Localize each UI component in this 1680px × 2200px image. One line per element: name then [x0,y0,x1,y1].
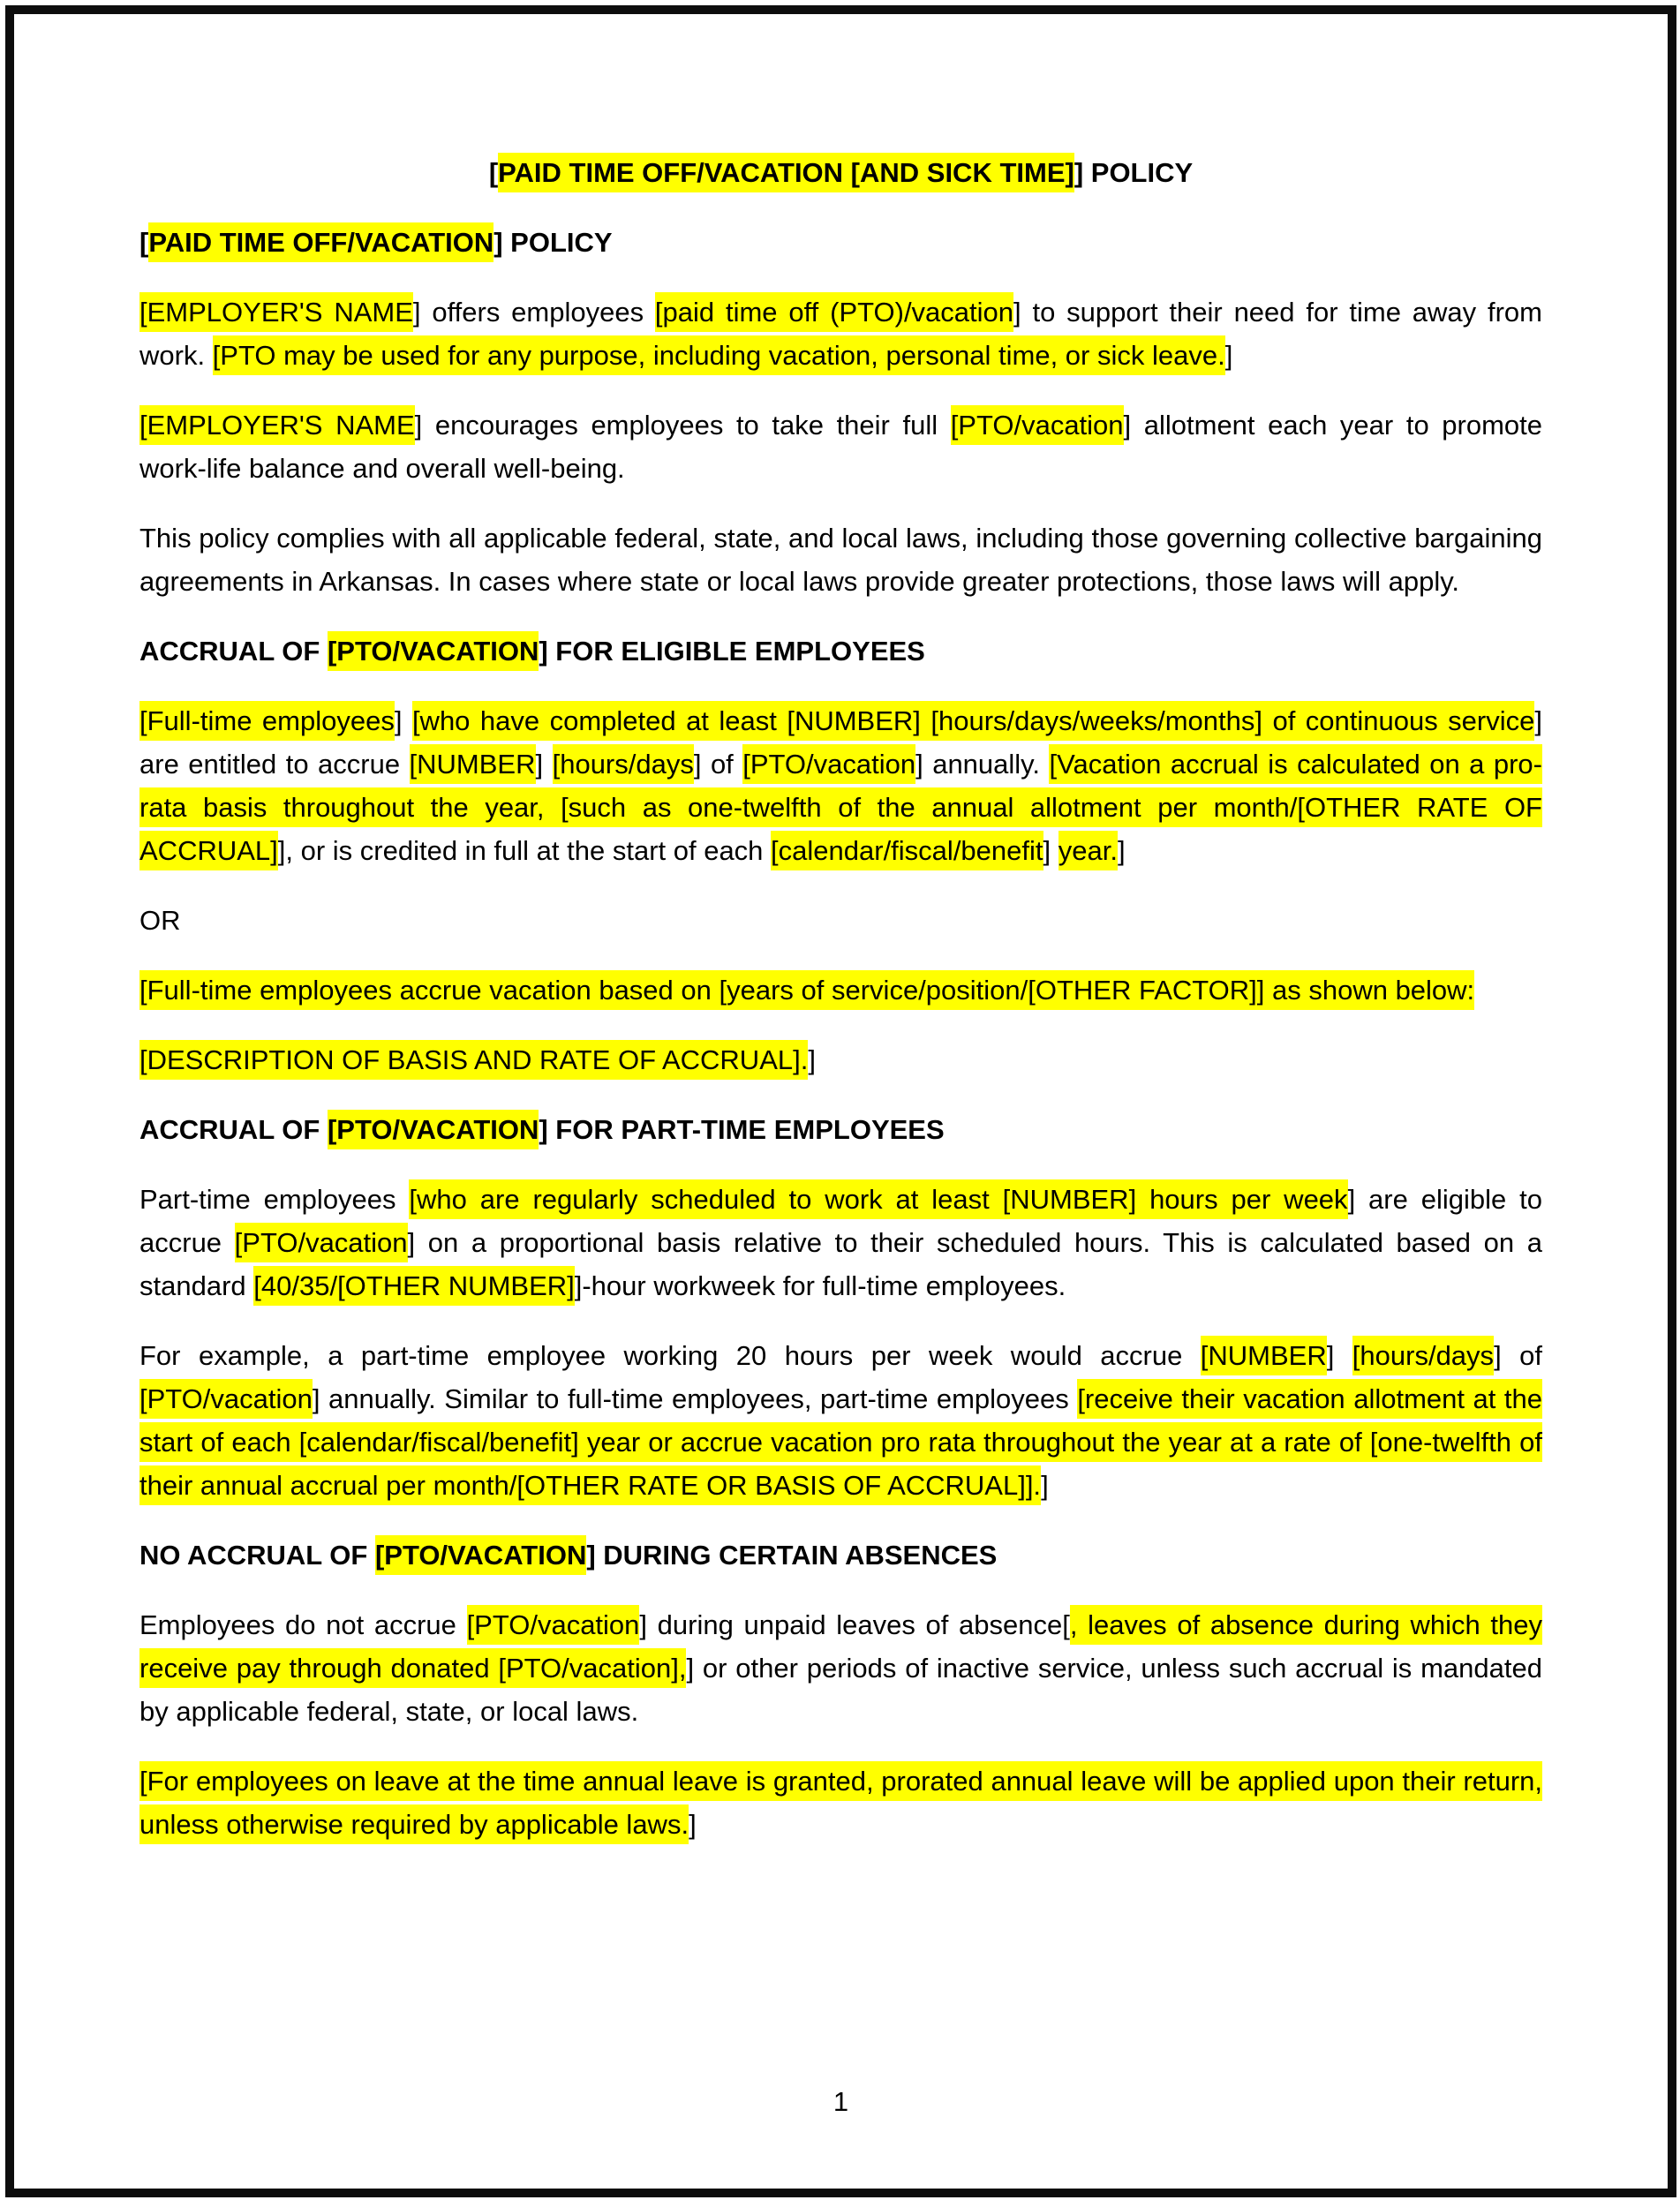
text-run: ] to support their need for time away from work. [139,297,1543,371]
highlighted-placeholder: [PTO/vacation [951,405,1124,445]
paragraph [139,290,1542,377]
highlighted-placeholder: [paid time off (PTO)/vacation [655,292,1013,332]
highlighted-placeholder: [For employees on leave at the time annual leave is granted, prorated annual leave will be applied upon their return, unless otherwise required by applicable laws. [139,1761,1542,1844]
text-run: ] [1041,1470,1049,1501]
paragraph [139,1334,1542,1507]
text-run: NO ACCRUAL OF [139,1540,375,1571]
highlighted-placeholder: [PTO may be used for any purpose, including vacation, personal time, or sick leave. [213,335,1225,375]
text-run: ] or other periods of inactive service, unless such accrual is mandated by applicable federal, state, or local laws. [139,1653,1542,1727]
highlighted-placeholder: [PTO/vacation [742,744,915,784]
text-run: ] [1326,1340,1352,1371]
document-body [139,221,1542,1846]
highlighted-placeholder: [NUMBER [1201,1336,1327,1375]
document-title [139,151,1542,194]
highlighted-placeholder: [who have completed at least [NUMBER] [hours/days/weeks/months] of continuous service [412,701,1534,741]
text-run: ] [394,705,412,736]
paragraph [139,899,1542,942]
section-heading [139,221,1542,264]
highlighted-placeholder: [receive their vacation allotment at the start of each [calendar/fiscal/benefit] year or accrue vacation pro rata throughout the year at a rate of [one-twelfth of their annual accrual per month/[OTHER RATE OR BASIS OF ACCRUAL]]. [139,1379,1542,1505]
highlighted-placeholder: [PTO/VACATION [328,631,539,671]
text-run: Employees do not accrue [139,1609,467,1640]
highlighted-placeholder: PAID TIME OFF/VACATION [148,222,493,262]
text-run: ] [535,749,553,780]
document-page [5,5,1676,2197]
document-content [14,14,1668,1846]
text-run: ] FOR PART-TIME EMPLOYEES [539,1114,945,1145]
text-run: [ [139,227,149,258]
section-heading [139,1533,1542,1577]
paragraph [139,516,1542,603]
text-run: ] on a proportional basis relative to their scheduled hours. This is calculated based on a standard [139,1227,1542,1301]
text-run: ] of [693,749,743,780]
text-run: This policy complies with all applicable federal, state, and local laws, including those governing collective bargaining agreements in Arkansas. In cases where state or local laws provide greater protections, those laws will apply. [139,523,1542,597]
section-heading [139,629,1542,673]
highlighted-placeholder: [EMPLOYER'S NAME [139,292,413,332]
text-run: ] offers employees [412,297,655,328]
highlighted-placeholder: [hours/days [1352,1336,1494,1375]
paragraph [139,1603,1542,1733]
highlighted-placeholder: [hours/days [553,744,694,784]
text-run: ] during unpaid leaves of absence[ [639,1609,1070,1640]
text-run: ] [689,1809,697,1840]
highlighted-placeholder: [NUMBER [410,744,536,784]
paragraph [139,1178,1542,1307]
highlighted-placeholder: [DESCRIPTION OF BASIS AND RATE OF ACCRUAL]. [139,1040,808,1080]
highlighted-placeholder: [who are regularly scheduled to work at least [NUMBER] hours per week [409,1179,1347,1219]
text-run: Part-time employees [139,1184,410,1215]
text-run: ]-hour workweek for full-time employees. [574,1270,1066,1301]
text-run: ], or is credited in full at the start of each [277,835,772,866]
text-run: For example, a part-time employee working 20 hours per week would accrue [139,1340,1201,1371]
paragraph [139,699,1542,872]
paragraph [139,403,1542,490]
paragraph [139,968,1542,1012]
section-heading [139,1108,1542,1151]
text-run: ] POLICY [493,227,613,258]
highlighted-placeholder: [Full-time employees accrue vacation based on [years of service/position/[OTHER FACTOR]] as shown below: [139,970,1474,1010]
text-run: ] [1117,835,1126,866]
text-run: ] annually. [915,749,1050,780]
text-run: ] annually. Similar to full-time employees, part-time employees [312,1383,1078,1414]
highlighted-placeholder: [Vacation accrual is calculated on a pro-rata basis throughout the year, [such as one-twelfth of the annual allotment per month/[OTHER RATE OF ACCRUAL] [139,744,1542,870]
highlighted-placeholder: , leaves of absence during which they receive pay through donated [PTO/vacation], [139,1605,1542,1688]
text-run: ] are entitled to accrue [139,705,1542,780]
highlighted-placeholder: [PTO/vacation [467,1605,640,1645]
highlighted-placeholder: year. [1058,831,1118,870]
highlighted-placeholder: [40/35/[OTHER NUMBER] [253,1266,574,1306]
page-number: 1 [832,2086,849,2117]
text-run: ] allotment each year to promote work-life balance and overall well-being. [139,410,1542,484]
text-run: ] DURING CERTAIN ABSENCES [586,1540,998,1571]
text-run: ] FOR ELIGIBLE EMPLOYEES [539,636,925,667]
paragraph [139,1038,1542,1081]
text-run: ] are eligible to accrue [139,1184,1542,1258]
text-run: ACCRUAL OF [139,1114,328,1145]
text-run: OR [139,905,181,936]
text-run: [ [488,157,499,188]
text-run: ] of [1494,1340,1542,1371]
paragraph [139,1759,1542,1846]
text-run: ] [1224,340,1233,371]
highlighted-placeholder: [Full-time employees [139,701,395,741]
highlighted-placeholder: [calendar/fiscal/benefit [771,831,1043,870]
highlighted-placeholder: [PTO/vacation [139,1379,313,1419]
highlighted-placeholder: PAID TIME OFF/VACATION [AND SICK TIME] [498,153,1074,192]
text-run: ACCRUAL OF [139,636,328,667]
text-run: ] [1043,835,1058,866]
highlighted-placeholder: [PTO/VACATION [328,1110,539,1149]
highlighted-placeholder: [EMPLOYER'S NAME [139,405,415,445]
text-run: ] POLICY [1074,157,1194,188]
text-run: ] encourages employees to take their full [414,410,951,441]
highlighted-placeholder: [PTO/VACATION [375,1535,586,1575]
highlighted-placeholder: [PTO/vacation [235,1223,408,1262]
text-run: ] [808,1044,816,1075]
